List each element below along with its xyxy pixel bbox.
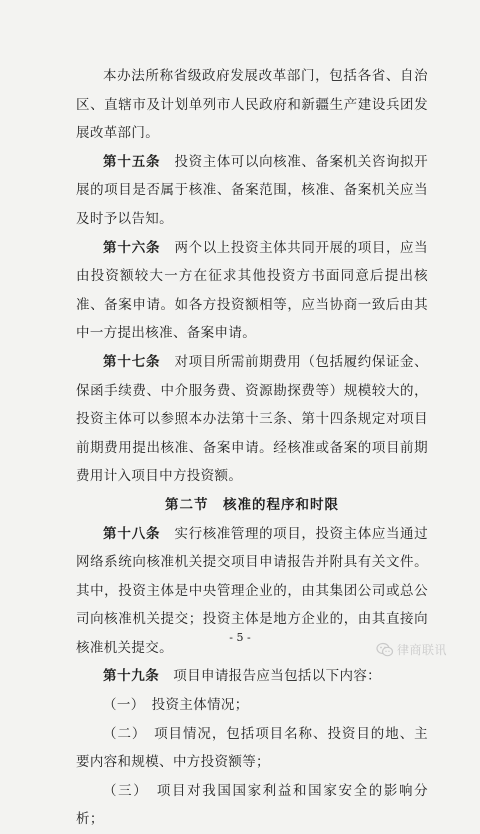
- paragraph-text: 投资主体可以向核准、备案机关咨询拟开展的项目是否属于核准、备案范围，核准、备案机关应当及时予以告知。: [76, 153, 428, 227]
- list-text: 项目对我国国家利益和国家安全的影响分析；: [76, 782, 428, 828]
- paragraph-block-2: [76, 520, 428, 692]
- list-marker: （二）: [103, 725, 147, 742]
- content-list: [76, 691, 428, 834]
- article-label: 第十六条: [103, 239, 161, 256]
- list-item: [76, 777, 428, 834]
- paragraph: [76, 62, 428, 148]
- list-marker: （一）: [103, 697, 145, 714]
- wechat-icon: [376, 642, 394, 658]
- paragraph-text: 两个以上投资主体共同开展的项目，应当由投资额较大一方在征求其他投资方书面同意后提出核准、备案申请。如各方投资额相等，应当协商一致后由其中一方提出核准、备案申请。: [76, 239, 428, 342]
- article-label: 第十五条: [103, 153, 161, 170]
- list-item: [76, 720, 428, 777]
- paragraph: [76, 234, 428, 348]
- page-number: - 5 -: [229, 631, 251, 644]
- watermark: [376, 636, 447, 665]
- paragraph: [76, 662, 428, 691]
- list-text: 投资主体情况；: [151, 697, 249, 714]
- list-item: [76, 691, 428, 720]
- paragraph: [76, 348, 428, 491]
- section-title: 第二节 核准的程序和时限: [165, 496, 339, 513]
- paragraph-text: 项目申请报告应当包括以下内容：: [173, 668, 382, 685]
- paragraph-block-1: [76, 62, 428, 491]
- paragraph: [76, 148, 428, 234]
- article-label: 第十七条: [103, 353, 161, 370]
- paragraph-text: 实行核准管理的项目，投资主体应当通过网络系统向核准机关提交项目申请报告并附具有关文件。其中，投资主体是中央管理企业的，由其集团公司或总公司向核准机关提交；投资主体是地方企业的，由其直接向核准机关提交。: [76, 525, 428, 656]
- article-label: 第十九条: [103, 668, 160, 685]
- list-text: 项目情况，包括项目名称、投资目的地、主要内容和规模、中方投资额等；: [76, 725, 428, 771]
- article-label: 第十八条: [103, 525, 161, 542]
- list-marker: （三）: [103, 782, 149, 799]
- paragraph-text: 对项目所需前期费用（包括履约保证金、保函手续费、中介服务费、资源勘探费等）规模较大的，投资主体可以参照本办法第十三条、第十四条规定对项目前期费用提出核准、备案申请。经核准或备案的项目前期费用计入项目中方投资额。: [76, 353, 428, 485]
- watermark-text: 律商联讯: [397, 643, 448, 657]
- paragraph-text: 本办法所称省级政府发展改革部门，包括各省、自治区、直辖市及计划单列市人民政府和新疆生产建设兵团发展改革部门。: [76, 68, 428, 142]
